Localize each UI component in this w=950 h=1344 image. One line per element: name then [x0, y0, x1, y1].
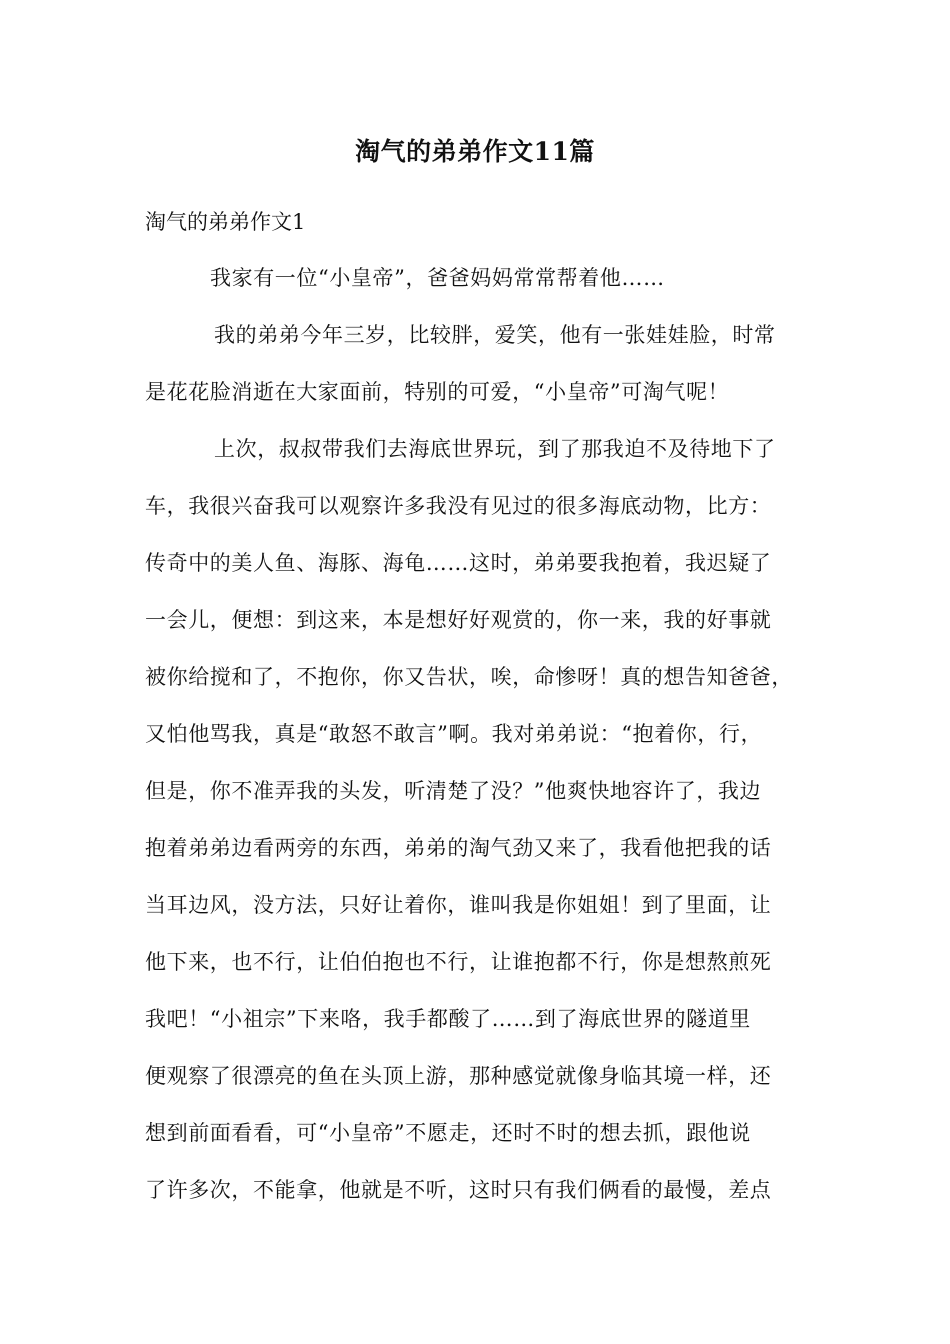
paragraph-line: 抱着弟弟边看两旁的东西，弟弟的淘气劲又来了，我看他把我的话	[145, 836, 772, 860]
paragraph-line: 了许多次，不能拿，他就是不听，这时只有我们俩看的最慢，差点	[145, 1178, 772, 1202]
paragraph-line: 是花花脸消逝在大家面前，特别的可爱，“小皇帝”可淘气呢！	[145, 380, 730, 404]
paragraph-line: 我的弟弟今年三岁，比较胖，爱笑，他有一张娃娃脸，时常	[214, 323, 776, 347]
paragraph-line: 我家有一位“小皇帝”，爸爸妈妈常常帮着他……	[210, 266, 665, 290]
paragraph-line: 便观察了很漂亮的鱼在头顶上游，那种感觉就像身临其境一样，还	[145, 1064, 772, 1088]
document-title: 淘气的弟弟作文11篇	[355, 137, 595, 166]
paragraph-line: 传奇中的美人鱼、海豚、海龟……这时，弟弟要我抱着，我迟疑了	[145, 551, 772, 575]
section-heading: 淘气的弟弟作文1	[145, 210, 306, 234]
paragraph-line: 又怕他骂我，真是“敢怒不敢言”啊。我对弟弟说：“抱着你，行，	[145, 722, 763, 746]
paragraph-line: 被你给搅和了，不抱你，你又告状，唉，命惨呀！真的想告知爸爸，	[145, 665, 793, 689]
paragraph-line: 上次，叔叔带我们去海底世界玩，到了那我迫不及待地下了	[214, 437, 776, 461]
paragraph-line: 我吧！“小祖宗”下来咯，我手都酸了……到了海底世界的隧道里	[145, 1007, 751, 1031]
paragraph-line: 车，我很兴奋我可以观察许多我没有见过的很多海底动物，比方：	[145, 494, 772, 518]
paragraph-line: 当耳边风，没方法，只好让着你，谁叫我是你姐姐！到了里面，让	[145, 893, 772, 917]
paragraph-line: 想到前面看看，可“小皇帝”不愿走，还时不时的想去抓，跟他说	[145, 1121, 751, 1145]
paragraph-line: 他下来，也不行，让伯伯抱也不行，让谁抱都不行，你是想熬煎死	[145, 950, 772, 974]
paragraph-line: 一会儿，便想：到这来，本是想好好观赏的，你一来，我的好事就	[145, 608, 772, 632]
paragraph-line: 但是，你不准弄我的头发，听清楚了没？”他爽快地容许了，我边	[145, 779, 762, 803]
